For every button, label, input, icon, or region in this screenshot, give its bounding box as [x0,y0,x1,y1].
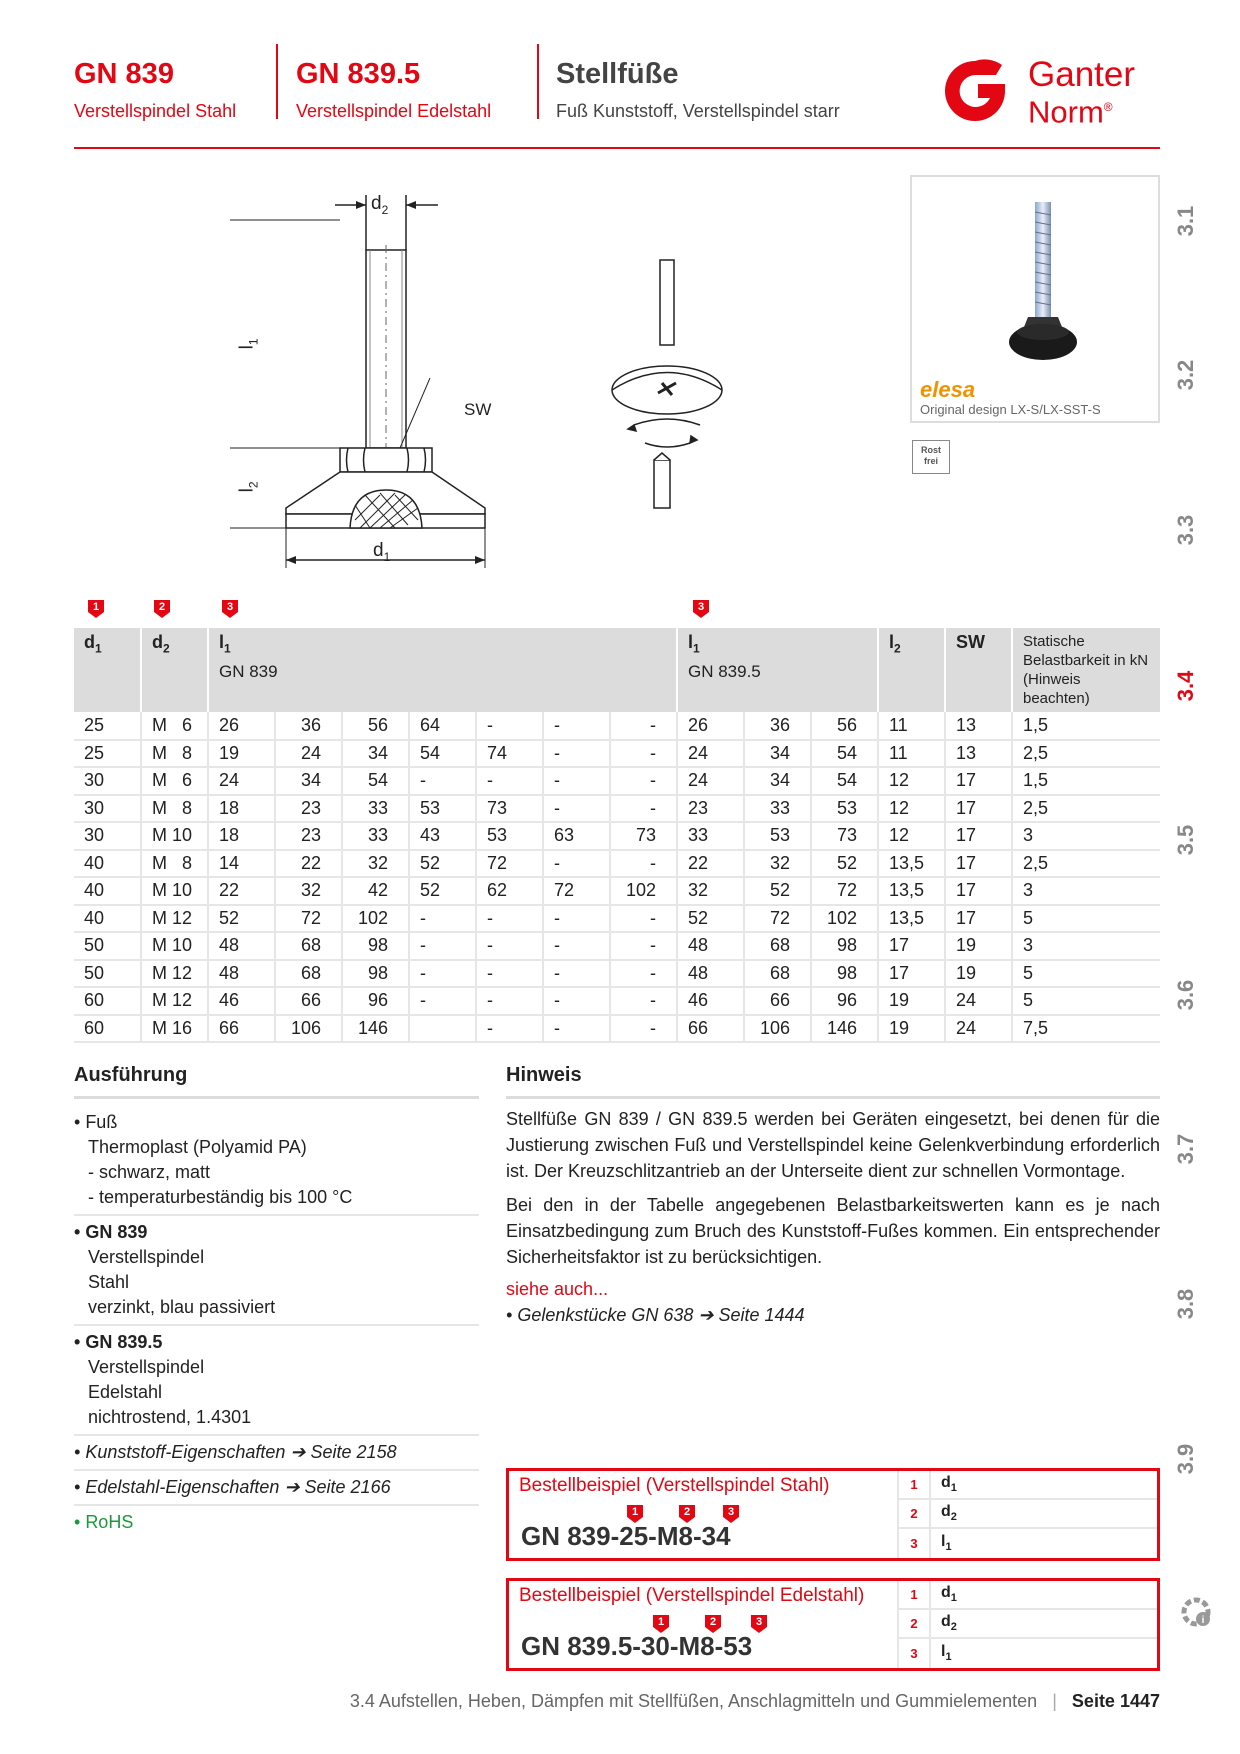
table-cell: 12 [878,822,945,850]
table-cell: 13 [945,712,1012,740]
table-cell: 96 [342,987,409,1015]
table-cell: - [610,987,677,1015]
table-cell: 106 [744,1015,811,1043]
chapter-tab[interactable]: 3.4 [1173,670,1198,702]
table-cell: 52 [811,850,878,878]
table-cell: - [476,905,543,933]
order-code: GN 839-25-M8-34 [521,1521,731,1551]
table-cell: 13,5 [878,850,945,878]
table-cell: M 8 [141,850,208,878]
table-cell: 25 [74,712,141,740]
table-cell: 32 [342,850,409,878]
table-cell: - [610,767,677,795]
table-cell: - [610,1015,677,1043]
table-cell: 52 [744,877,811,905]
table-cell: 43 [409,822,476,850]
table-cell: 34 [342,740,409,768]
table-cell: - [476,712,543,740]
page-title: Stellfüße [556,58,679,90]
table-cell: 30 [74,767,141,795]
table-cell: - [543,1015,610,1043]
product-photo [912,177,1158,377]
header-separator [537,44,539,119]
table-cell: 24 [677,740,744,768]
header-separator [276,44,278,119]
table-cell: 63 [543,822,610,850]
table-cell: - [610,795,677,823]
table-cell: - [476,960,543,988]
table-cell: M 6 [141,767,208,795]
table-cell: 53 [476,822,543,850]
hinweis-text [506,1106,1160,1328]
dim-label-d1: $d_1$ [373,540,391,564]
table-cell: 73 [610,822,677,850]
table-cell: 53 [744,822,811,850]
table-cell: 68 [744,932,811,960]
photo-caption: Original design LX-S/LX-SST-S [920,402,1101,417]
logo-text-ganter: Ganter [1028,55,1135,94]
technical-drawing [230,190,520,570]
table-cell: 11 [878,740,945,768]
table-cell: - [610,905,677,933]
table-cell: 32 [275,877,342,905]
table-cell: 24 [208,767,275,795]
table-header-row [74,628,1160,712]
table-cell: 68 [275,932,342,960]
table-cell: - [543,740,610,768]
table-cell: - [409,905,476,933]
table-cell: 34 [744,740,811,768]
table-cell: 26 [208,712,275,740]
table-cell: 13,5 [878,877,945,905]
product-code-gn8395: GN 839.5 [296,58,421,90]
dim-label-l2: $l_2$ [236,481,261,493]
table-cell: 30 [74,795,141,823]
table-cell: 19 [945,932,1012,960]
table-cell: 2,5 [1012,795,1160,823]
table-cell: 68 [275,960,342,988]
table-cell: 102 [811,905,878,933]
table-cell: - [543,767,610,795]
table-cell: 13 [945,740,1012,768]
table-cell: - [610,960,677,988]
table-cell: M 6 [141,712,208,740]
chapter-tab[interactable]: 3.1 [1173,205,1198,237]
gear-info-icon [1176,1592,1216,1632]
chapter-tab[interactable]: 3.3 [1173,514,1198,546]
table-cell: - [543,795,610,823]
marker-3: 3 [693,600,709,618]
table-cell: 56 [811,712,878,740]
table-cell: 23 [275,822,342,850]
product-photo-frame [910,175,1160,423]
table-cell: 40 [74,905,141,933]
table-row [74,932,1160,960]
table-row [74,960,1160,988]
table-cell: 60 [74,1015,141,1043]
table-cell: - [476,1015,543,1043]
section-title-hinweis: Hinweis [506,1064,582,1086]
table-row [74,740,1160,768]
link-gelenkstuecke[interactable]: • Gelenkstücke GN 638 ➔ Seite 1444 [506,1305,805,1325]
table-cell: 26 [677,712,744,740]
table-cell: 60 [74,987,141,1015]
table-cell: - [409,767,476,795]
table-cell: 146 [811,1015,878,1043]
rostfrei-badge-icon: Rost frei [912,440,950,474]
table-cell: 22 [275,850,342,878]
table-cell: 54 [811,740,878,768]
header-load: Statische Belastbarkeit in kN (Hinweis beachten) [1012,628,1160,712]
table-cell: - [409,932,476,960]
rohs-label: • RoHS [74,1506,479,1539]
table-cell: 19 [208,740,275,768]
table-cell: 19 [945,960,1012,988]
chapter-tab[interactable]: 3.5 [1173,824,1198,856]
marker-1: 1 [627,1505,643,1523]
table-cell: 12 [878,767,945,795]
table-cell: 24 [275,740,342,768]
table-cell: 48 [208,932,275,960]
table-row [74,712,1160,740]
link-edelstahl[interactable]: • Edelstahl-Eigenschaften ➔ Seite 2166 [74,1471,479,1506]
product-code-gn839: GN 839 [74,58,174,90]
table-cell: 13,5 [878,905,945,933]
marker-2: 2 [154,600,170,618]
table-cell: 25 [74,740,141,768]
table-cell: 52 [409,850,476,878]
table-cell: 54 [811,767,878,795]
table-cell: 46 [677,987,744,1015]
table-cell: 17 [878,960,945,988]
table-cell: 34 [744,767,811,795]
table-cell: M 8 [141,795,208,823]
link-kunststoff[interactable]: • Kunststoff-Eigenschaften ➔ Seite 2158 [74,1436,479,1471]
list-item: • GN 839 Verstellspindel Stahl verzinkt, blau passiviert [74,1216,479,1326]
table-cell: 36 [744,712,811,740]
table-cell: 34 [275,767,342,795]
table-row [74,850,1160,878]
table-cell: 72 [476,850,543,878]
header-l2: $l_2$ [878,628,945,712]
table-cell: 33 [677,822,744,850]
ganter-logo-icon [940,56,1010,126]
table-cell: - [610,932,677,960]
table-cell: 1,5 [1012,767,1160,795]
table-cell: 19 [878,1015,945,1043]
table-cell: 3 [1012,877,1160,905]
order-example-stainless: Bestellbeispiel (Verstellspindel Edelstahl) 1 2 3 GN 839.5-30-M8-53 1 $d_1$ 2 $d_2$ 3 $l_1$ [506,1578,1160,1671]
table-cell: 52 [677,905,744,933]
header-rule [74,147,1160,149]
section-title-ausfuehrung: Ausführung [74,1064,188,1086]
table-cell: 53 [811,795,878,823]
table-cell: 48 [677,960,744,988]
table-cell: 98 [342,932,409,960]
table-cell: 24 [677,767,744,795]
table-cell: 73 [476,795,543,823]
table-cell: 18 [208,795,275,823]
logo-text-norm: Norm® [1028,94,1113,130]
table-cell: 68 [744,960,811,988]
table-cell: - [610,712,677,740]
order-example-steel: Bestellbeispiel (Verstellspindel Stahl) 1 2 3 GN 839-25-M8-34 1 $d_1$ 2 $d_2$ 3 $l_1$ [506,1468,1160,1561]
table-cell: 102 [342,905,409,933]
svg-text:i: i [1201,1615,1205,1626]
table-cell: 14 [208,850,275,878]
hinweis-paragraph-1: Stellfüße GN 839 / GN 839.5 werden bei Geräten eingesetzt, bei denen für die Justierung zwischen Fuß und Verstellspindel keine Gelenkverbindung erforderlich ist. Der Kreuzschlitzantrieb an der Unterseite dient zur schnellen Vormontage. [506,1109,1160,1181]
footer-chapter: 3.4 Aufstellen, Heben, Dämpfen mit Stellfüßen, Anschlagmitteln und Gummielementen [349,1691,1038,1711]
table-cell: M 12 [141,960,208,988]
table-cell: - [543,987,610,1015]
header-l1-gn8395: $l_1$ GN 839.5 [677,628,878,712]
table-cell: 1,5 [1012,712,1160,740]
page-subtitle: Fuß Kunststoff, Verstellspindel starr [556,101,840,121]
table-cell: 66 [677,1015,744,1043]
header-l1-gn839: $l_1$ GN 839 [208,628,677,712]
table-row [74,1015,1160,1043]
table-cell: M 10 [141,877,208,905]
table-cell: 17 [945,905,1012,933]
chapter-tab[interactable]: 3.6 [1173,979,1198,1011]
table-cell: M 12 [141,905,208,933]
order-code: GN 839.5-30-M8-53 [521,1631,753,1661]
dimensions-table [74,628,1160,1043]
table-cell: 3 [1012,932,1160,960]
table-cell: 146 [342,1015,409,1043]
table-cell: 98 [811,932,878,960]
dim-label-sw: SW [464,400,492,419]
table-cell: 18 [208,822,275,850]
marker-2: 2 [679,1505,695,1523]
table-cell: 72 [543,877,610,905]
table-cell: 48 [677,932,744,960]
table-cell: 11 [878,712,945,740]
table-cell: 64 [409,712,476,740]
chapter-tab[interactable]: 3.8 [1173,1288,1198,1320]
see-also-label: siehe auch... [506,1279,609,1299]
table-cell: 17 [945,822,1012,850]
table-cell: 52 [208,905,275,933]
table-cell: 5 [1012,960,1160,988]
table-cell: 17 [945,767,1012,795]
marker-3: 3 [723,1505,739,1523]
table-cell: - [543,960,610,988]
page-footer: 3.4 Aufstellen, Heben, Dämpfen mit Stellfüßen, Anschlagmitteln und Gummielementen | Seite 1447 [349,1691,1160,1711]
chapter-tab[interactable]: 3.2 [1173,359,1198,391]
table-cell: - [409,960,476,988]
table-cell: 5 [1012,987,1160,1015]
table-cell: M 16 [141,1015,208,1043]
dim-label-l1: $l_1$ [236,338,261,350]
table-cell: 33 [744,795,811,823]
table-cell: 52 [409,877,476,905]
table-cell: 74 [476,740,543,768]
elesa-logo: elesa [920,377,976,402]
hinweis-paragraph-2: Bei den in der Tabelle angegebenen Belastbarkeitswerten kann es je nach Einsatzbedingung zum Bruch des Kunststoff-Fußes kommen. Ein entsprechender Sicherheitsfaktor ist zu berücksichtigen. [506,1195,1160,1267]
section-rule [74,1096,479,1099]
page-number: Seite 1447 [1071,1691,1160,1711]
table-cell: 36 [275,712,342,740]
table-row [74,822,1160,850]
table-cell: 54 [409,740,476,768]
order-legend: 1 $d_1$ 2 $d_2$ 3 $l_1$ [897,1471,1157,1558]
table-cell: 40 [74,850,141,878]
dim-label-d2: $d_2$ [371,193,389,217]
header-sw: SW [945,628,1012,712]
table-cell: 30 [74,822,141,850]
table-cell: 46 [208,987,275,1015]
table-cell: M 10 [141,932,208,960]
table-cell: 66 [744,987,811,1015]
table-cell: - [476,767,543,795]
table-cell: 2,5 [1012,850,1160,878]
table-cell: - [543,932,610,960]
cross-slot-drawing [610,255,730,515]
table-cell: 72 [811,877,878,905]
table-cell: 66 [275,987,342,1015]
table-cell: 106 [275,1015,342,1043]
table-cell: 23 [677,795,744,823]
table-cell: 33 [342,822,409,850]
table-cell: 73 [811,822,878,850]
table-cell: 2,5 [1012,740,1160,768]
table-row [74,987,1160,1015]
table-cell: M 12 [141,987,208,1015]
table-cell: 50 [74,960,141,988]
table-cell: 72 [275,905,342,933]
table-cell: 50 [74,932,141,960]
marker-3: 3 [222,600,238,618]
table-cell [409,1015,476,1043]
list-item: • Fuß Thermoplast (Polyamid PA) - schwarz, matt - temperaturbeständig bis 100 °C [74,1106,479,1216]
table-cell: 17 [878,932,945,960]
table-cell: - [476,932,543,960]
table-cell: 17 [945,795,1012,823]
table-cell: 102 [610,877,677,905]
table-cell: 23 [275,795,342,823]
table-row [74,877,1160,905]
table-cell: 72 [744,905,811,933]
table-cell: 17 [945,850,1012,878]
header-d1: $d_1$ [74,628,141,712]
table-cell: 19 [878,987,945,1015]
table-cell: 24 [945,1015,1012,1043]
ausfuehrung-list [74,1106,479,1539]
table-row [74,795,1160,823]
table-cell: - [409,987,476,1015]
table-cell: 22 [677,850,744,878]
table-cell: M 10 [141,822,208,850]
table-cell: 40 [74,877,141,905]
table-cell: 54 [342,767,409,795]
table-cell: - [610,740,677,768]
table-cell: 7,5 [1012,1015,1160,1043]
table-cell: 32 [744,850,811,878]
chapter-tab[interactable]: 3.7 [1173,1133,1198,1165]
table-cell: 56 [342,712,409,740]
table-cell: 98 [811,960,878,988]
table-cell: - [543,905,610,933]
table-row [74,767,1160,795]
product-sub-gn839: Verstellspindel Stahl [74,101,237,121]
table-cell: 17 [945,877,1012,905]
table-cell: 12 [878,795,945,823]
marker-3: 3 [751,1615,767,1633]
header-d2: $d_2$ [141,628,208,712]
marker-2: 2 [705,1615,721,1633]
product-sub-gn8395: Verstellspindel Edelstahl [296,101,492,121]
ganter-norm-logo [940,55,1160,130]
table-cell: 53 [409,795,476,823]
table-cell: - [543,712,610,740]
table-cell: - [476,987,543,1015]
table-cell: 42 [342,877,409,905]
table-cell: 24 [945,987,1012,1015]
table-cell: 96 [811,987,878,1015]
table-cell: 3 [1012,822,1160,850]
table-cell: 48 [208,960,275,988]
table-cell: 62 [476,877,543,905]
table-cell: 98 [342,960,409,988]
marker-1: 1 [88,600,104,618]
section-rule [506,1096,1160,1099]
table-cell: 22 [208,877,275,905]
table-cell: M 8 [141,740,208,768]
table-cell: - [543,850,610,878]
table-cell: 66 [208,1015,275,1043]
order-legend: 1 $d_1$ 2 $d_2$ 3 $l_1$ [897,1581,1157,1668]
chapter-tab[interactable]: 3.9 [1173,1443,1198,1475]
table-row [74,905,1160,933]
table-cell: 32 [677,877,744,905]
list-item: • GN 839.5 Verstellspindel Edelstahl nichtrostend, 1.4301 [74,1326,479,1436]
table-cell: 33 [342,795,409,823]
table-cell: - [610,850,677,878]
marker-1: 1 [653,1615,669,1633]
table-cell: 5 [1012,905,1160,933]
